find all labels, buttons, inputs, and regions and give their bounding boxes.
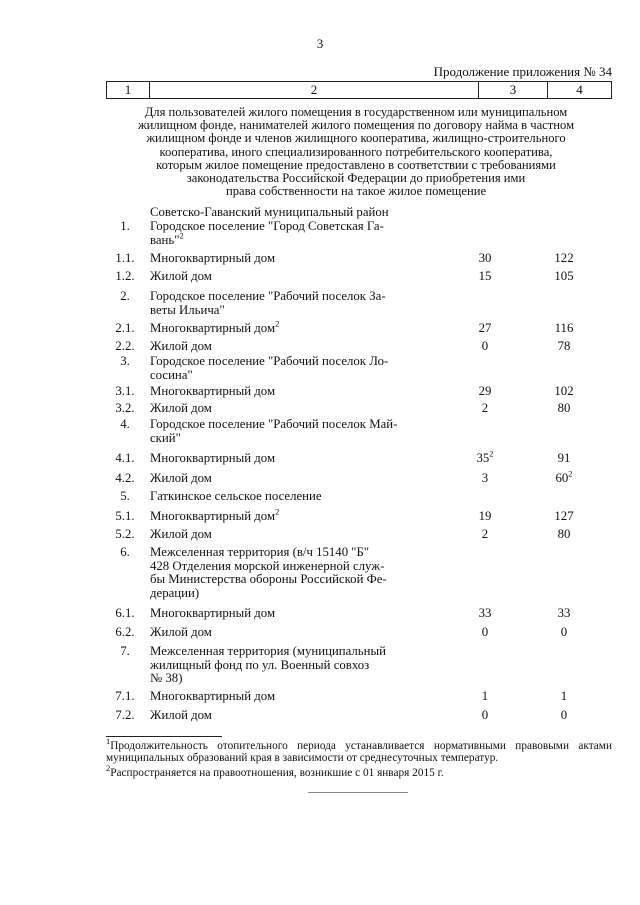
column-header-1: 1 [107,82,150,99]
heading-line: жилищном фонде, нанимателей жилого помещения по договору найма в частном [137,118,575,133]
row-name [150,472,434,486]
row-name [150,546,434,600]
row-name-line: Многоквартирный дом [150,451,276,465]
row-name-line: Жилой дом [150,339,212,353]
footnote-mark: 1 [106,736,111,747]
heading-line: которым жилое помещение предоставлено в соответствии с требованиями [156,157,556,172]
cell-value: 2 [481,527,489,541]
row-number: 5.1. [115,509,135,523]
value-col-4 [534,385,594,399]
cell-value: 29 [478,384,492,398]
column-header-row [106,81,612,99]
cell-value: 35 [476,451,490,465]
row-name-line: Жилой дом [150,708,212,722]
row-name-line: ский" [150,430,181,445]
footnote-2 [106,763,612,779]
value-col-4 [534,252,594,266]
value-col-4 [534,452,594,466]
cell-value: 3 [481,471,489,485]
row-number: 6. [120,545,130,559]
row-name-line: веты Ильича" [150,302,225,317]
row-name-line-text: вань" [150,232,180,247]
value-col-3 [455,340,515,354]
district-title: Советско-Гаванский муниципальный район [150,205,389,219]
row-name [150,340,434,354]
row-name [150,645,434,686]
cell-value: 105 [554,269,574,283]
cell-value: 15 [478,269,492,283]
footnote-ref: 2 [275,318,280,329]
row-number: 5. [120,489,130,503]
value-col-3 [455,270,515,284]
row-number: 7.1. [115,689,135,703]
cell-value: 1 [481,689,489,703]
value-col-4 [534,402,594,416]
row-name [150,690,434,704]
value-col-4 [534,322,594,336]
row-name [150,490,434,504]
row-name [150,452,434,466]
value-col-3 [455,252,515,266]
cell-value: 2 [481,401,489,415]
row-name-line: Городское поселение "Город Советская Га- [150,219,384,233]
page-number: 3 [316,36,324,51]
cell-value: 78 [557,339,571,353]
value-col-3 [455,690,515,704]
column-header-4: 4 [548,82,612,99]
value-col-3 [455,709,515,723]
row-name [150,506,434,524]
row-number: 6.2. [115,625,135,639]
row-number: 6.1. [115,606,135,620]
footnote-mark: 2 [106,763,111,774]
row-name [150,418,434,445]
row-name [150,528,434,542]
value-col-3 [455,322,515,336]
row-number: 7. [120,644,130,658]
row-name-line-text: Многоквартирный дом [150,509,276,523]
cell-value: 33 [557,606,571,620]
row-name [150,318,434,336]
row-name-line: Городское поселение "Рабочий поселок За- [150,289,386,303]
row-number: 1. [120,219,130,233]
cell-value: 80 [557,401,571,415]
value-col-3 [455,626,515,640]
row-name-line: Жилой дом [150,527,212,541]
cell-value: 80 [557,527,571,541]
section-heading [100,106,612,198]
row-name [150,270,434,284]
row-name-line: Жилой дом [150,471,212,485]
row-name [150,402,434,416]
cell-value: 0 [560,625,568,639]
cell-value: 30 [478,251,492,265]
row-number: 3.2. [115,401,135,415]
row-name [150,626,434,640]
end-separator [308,792,408,793]
cell-value: 122 [554,251,574,265]
footnote-1 [106,736,612,765]
cell-value: 116 [554,321,574,335]
row-name-line: Гаткинское сельское поселение [150,489,322,503]
row-name [150,709,434,723]
row-number: 2. [120,289,130,303]
cell-value: 102 [554,384,574,398]
cell-value: 0 [560,708,568,722]
row-name [150,385,434,399]
value-col-4 [534,340,594,354]
heading-line: жилищном фонде и членов жилищного кооператива, жилищно-строительного [146,131,566,146]
row-name-line: № 38) [150,671,183,685]
row-name-line-text: Многоквартирный дом [150,321,276,335]
row-number: 3. [120,354,130,368]
row-name-line: бы Министерства обороны Российской Фе- [150,572,387,586]
annex-label: Продолжение приложения № 34 [433,64,612,79]
row-name-line: Жилой дом [150,625,212,639]
row-number: 1.1. [115,251,135,265]
row-name [150,252,434,266]
value-col-4 [534,626,594,640]
footnote-text: Распространяется на правоотношения, возникшие с 01 января 2015 г. [110,767,444,779]
row-name-line: Многоквартирный дом [150,384,276,398]
cell-value: 91 [557,451,571,465]
row-name-line: Жилой дом [150,401,212,415]
value-col-3 [455,402,515,416]
value-col-4 [534,510,594,524]
row-name [150,607,434,621]
row-number: 1.2. [115,269,135,283]
value-col-3 [455,528,515,542]
row-number: 2.2. [115,339,135,353]
row-name-line: Городское поселение "Рабочий поселок Май- [150,417,398,431]
cell-value: 0 [481,708,489,722]
value-col-4 [534,468,594,486]
cell-value: 33 [478,606,492,620]
cell-value: 19 [478,509,492,523]
row-name-line: Многоквартирный дом [150,251,276,265]
row-name-line: Городское поселение "Рабочий поселок Ло- [150,354,389,368]
row-name-line: дерации) [150,585,200,600]
heading-line: кооператива, иного специализированного потребительского кооператива, [159,144,553,159]
footnote-ref: 2 [489,448,494,459]
cell-value: 127 [554,509,574,523]
row-name-line [150,230,434,248]
heading-line: законодательства Российской Федерации до приобретения ими [186,171,526,186]
value-col-3 [455,607,515,621]
footnote-ref: 2 [275,506,280,517]
row-number: 4. [120,417,130,431]
row-number: 2.1. [115,321,135,335]
cell-value: 27 [478,321,492,335]
value-col-4 [534,709,594,723]
footnote-separator [106,736,222,737]
row-name [150,220,434,247]
heading-line: Для пользователей жилого помещения в государственном или муниципальном [144,105,568,119]
row-number: 3.1. [115,384,135,398]
footnote-ref: 2 [568,468,573,479]
row-name-line [150,318,434,336]
row-name-line: Многоквартирный дом [150,689,276,703]
cell-value: 60 [555,471,569,485]
row-name-line: сосина" [150,367,193,382]
row-number: 4.1. [115,451,135,465]
row-name-line: 428 Отделения морской инженерной служ- [150,558,385,573]
row-name-line: Жилой дом [150,269,212,283]
row-number: 4.2. [115,471,135,485]
row-number: 5.2. [115,527,135,541]
row-name-line: Межселенная территория (муниципальный [150,644,386,658]
column-header-3: 3 [479,82,548,99]
value-col-4 [534,270,594,284]
row-number: 7.2. [115,708,135,722]
row-name-line: Межселенная территория (в/ч 15140 "Б" [150,545,370,559]
cell-value: 0 [481,625,489,639]
value-col-3 [455,448,515,466]
value-col-4 [534,607,594,621]
row-name-line: Многоквартирный дом [150,606,276,620]
value-col-3 [455,510,515,524]
value-col-4 [534,690,594,704]
value-col-4 [534,528,594,542]
row-name-line [150,506,434,524]
heading-line: права собственности на такое жилое помещение [225,184,487,199]
footnote-text: Продолжительность отопительного периода устанавливается нормативными правовыми актами муниципальных образований края в зависимости от среднесуточных температур. [106,740,612,765]
row-name [150,355,434,382]
cell-value: 1 [560,689,568,703]
column-header-2: 2 [150,82,479,99]
cell-value: 0 [481,339,489,353]
row-name-line: жилищный фонд по ул. Военный совхоз [150,657,370,672]
value-col-3 [455,385,515,399]
footnote-ref: 2 [179,230,184,241]
row-name [150,290,434,317]
value-col-3 [455,472,515,486]
